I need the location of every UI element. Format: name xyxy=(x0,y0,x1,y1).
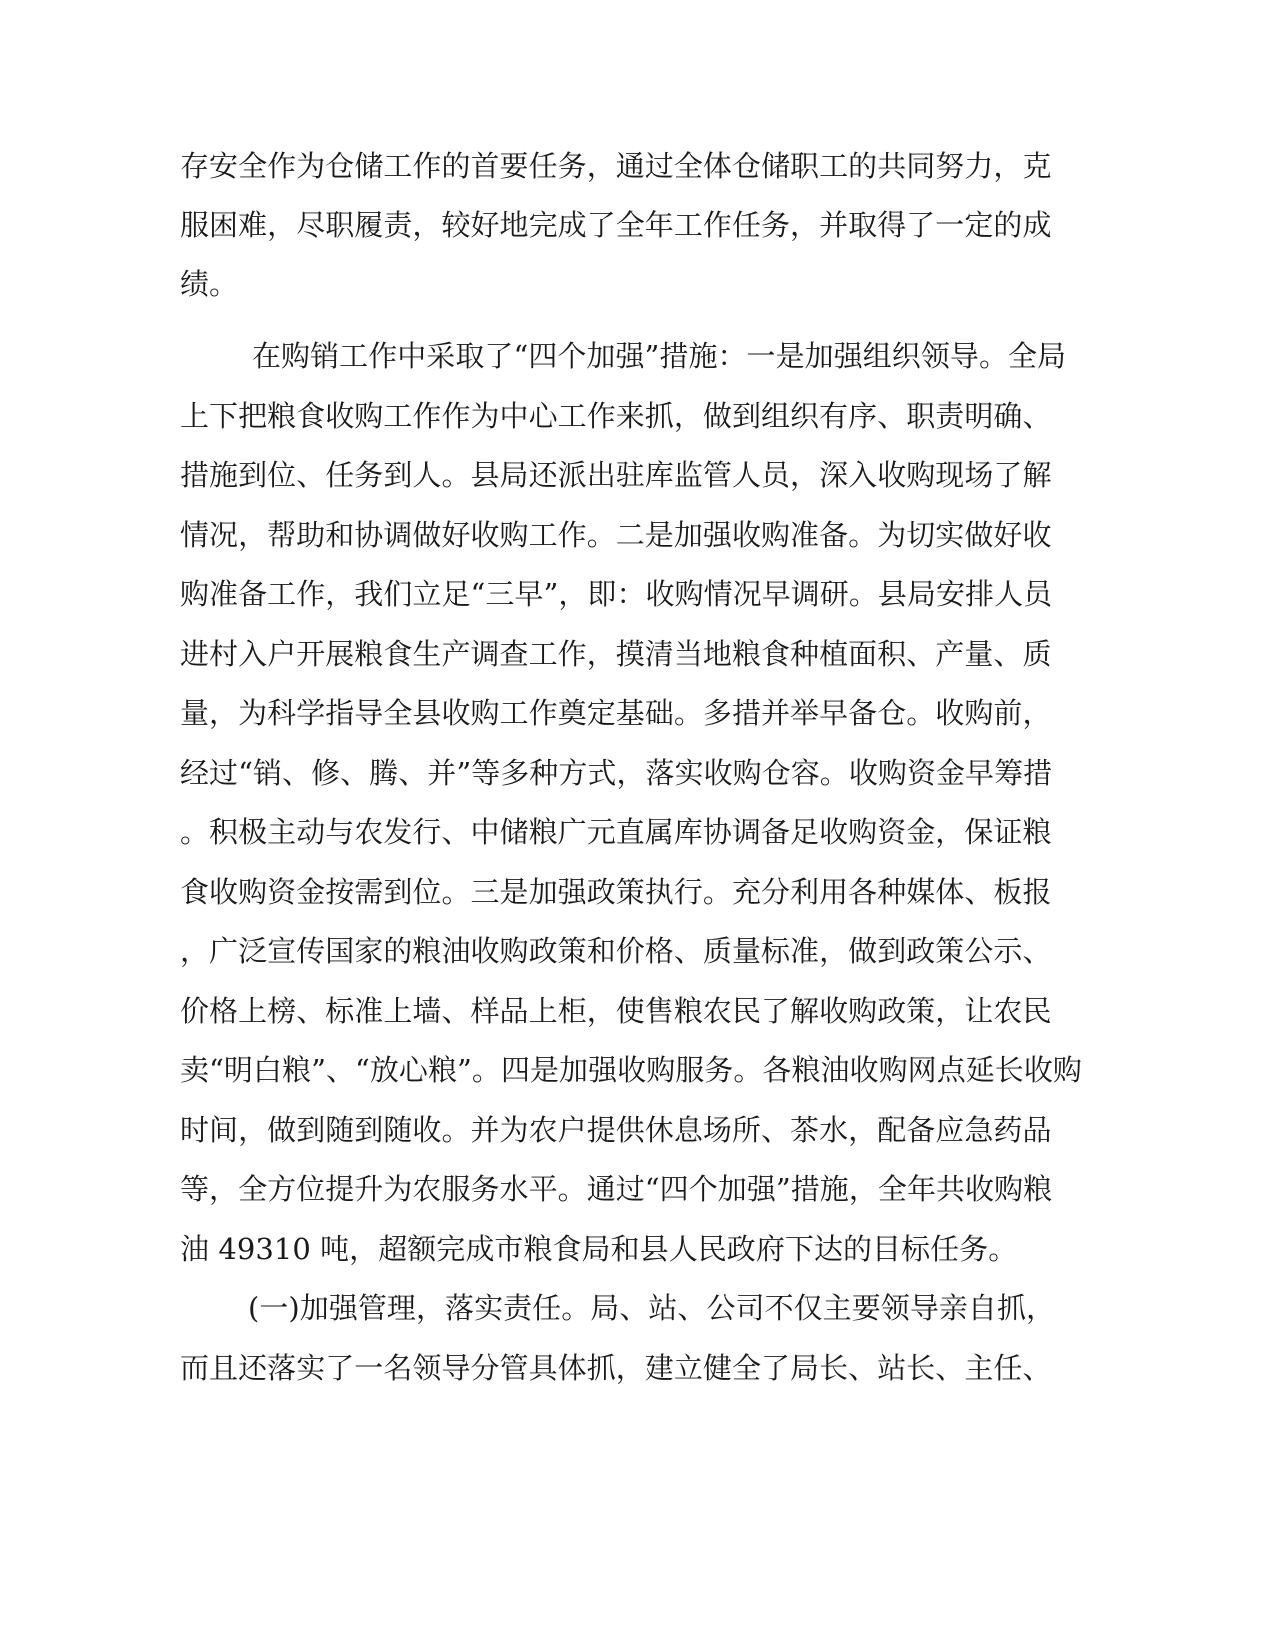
text-line-16: 卖“明白粮”、“放心粮”。四是加强收购服务。各粮油收购网点延长收购 xyxy=(180,1053,1082,1087)
text-line-8: 购准备工作，我们立足“三早”，即：收购情况早调研。县局安排人员 xyxy=(180,577,1053,611)
text-line-19: 油 49310 吨，超额完成市粮食局和县人民政府下达的目标任务。 xyxy=(180,1232,1018,1266)
text-line-13: 食收购资金按需到位。三是加强政策执行。充分利用各种媒体、板报 xyxy=(180,875,1052,909)
text-line-3: 绩。 xyxy=(180,267,239,301)
text-line-4: 在购销工作中采取了“四个加强”措施：一是加强组织领导。全局 xyxy=(252,339,1067,373)
text-line-2: 服困难，尽职履责，较好地完成了全年工作任务，并取得了一定的成 xyxy=(180,208,1052,242)
text-line-7: 情况，帮助和协调做好收购工作。二是加强收购准备。为切实做好收 xyxy=(180,518,1052,552)
text-line-15: 价格上榜、标准上墙、样品上柜，使售粮农民了解收购政策，让农民 xyxy=(180,994,1052,1028)
text-line-17: 时间，做到随到随收。并为农户提供休息场所、茶水，配备应急药品 xyxy=(180,1113,1052,1147)
text-line-14: ，广泛宣传国家的粮油收购政策和价格、质量标准，做到政策公示、 xyxy=(180,934,1052,968)
text-line-5: 上下把粮食收购工作作为中心工作来抓，做到组织有序、职责明确、 xyxy=(180,399,1052,433)
text-line-20: (一)加强管理，落实责任。局、站、公司不仅主要领导亲自抓， xyxy=(248,1291,1056,1325)
text-line-10: 量，为科学指导全县收购工作奠定基础。多措并举早备仓。收购前， xyxy=(180,696,1052,730)
text-line-21: 而且还落实了一名领导分管具体抓，建立健全了局长、站长、主任、 xyxy=(180,1351,1052,1385)
text-line-6: 措施到位、任务到人。县局还派出驻库监管人员，深入收购现场了解 xyxy=(180,458,1052,492)
text-line-9: 进村入户开展粮食生产调查工作，摸清当地粮食种植面积、产量、质 xyxy=(180,637,1052,671)
text-line-11: 经过“销、修、腾、并”等多种方式，落实收购仓容。收购资金早筹措 xyxy=(180,756,1053,790)
text-line-12: 。积极主动与农发行、中储粮广元直属库协调备足收购资金，保证粮 xyxy=(180,815,1052,849)
text-line-18: 等，全方位提升为农服务水平。通过“四个加强”措施，全年共收购粮 xyxy=(180,1172,1053,1206)
text-line-1: 存安全作为仓储工作的首要任务，通过全体仓储职工的共同努力，克 xyxy=(180,149,1052,183)
